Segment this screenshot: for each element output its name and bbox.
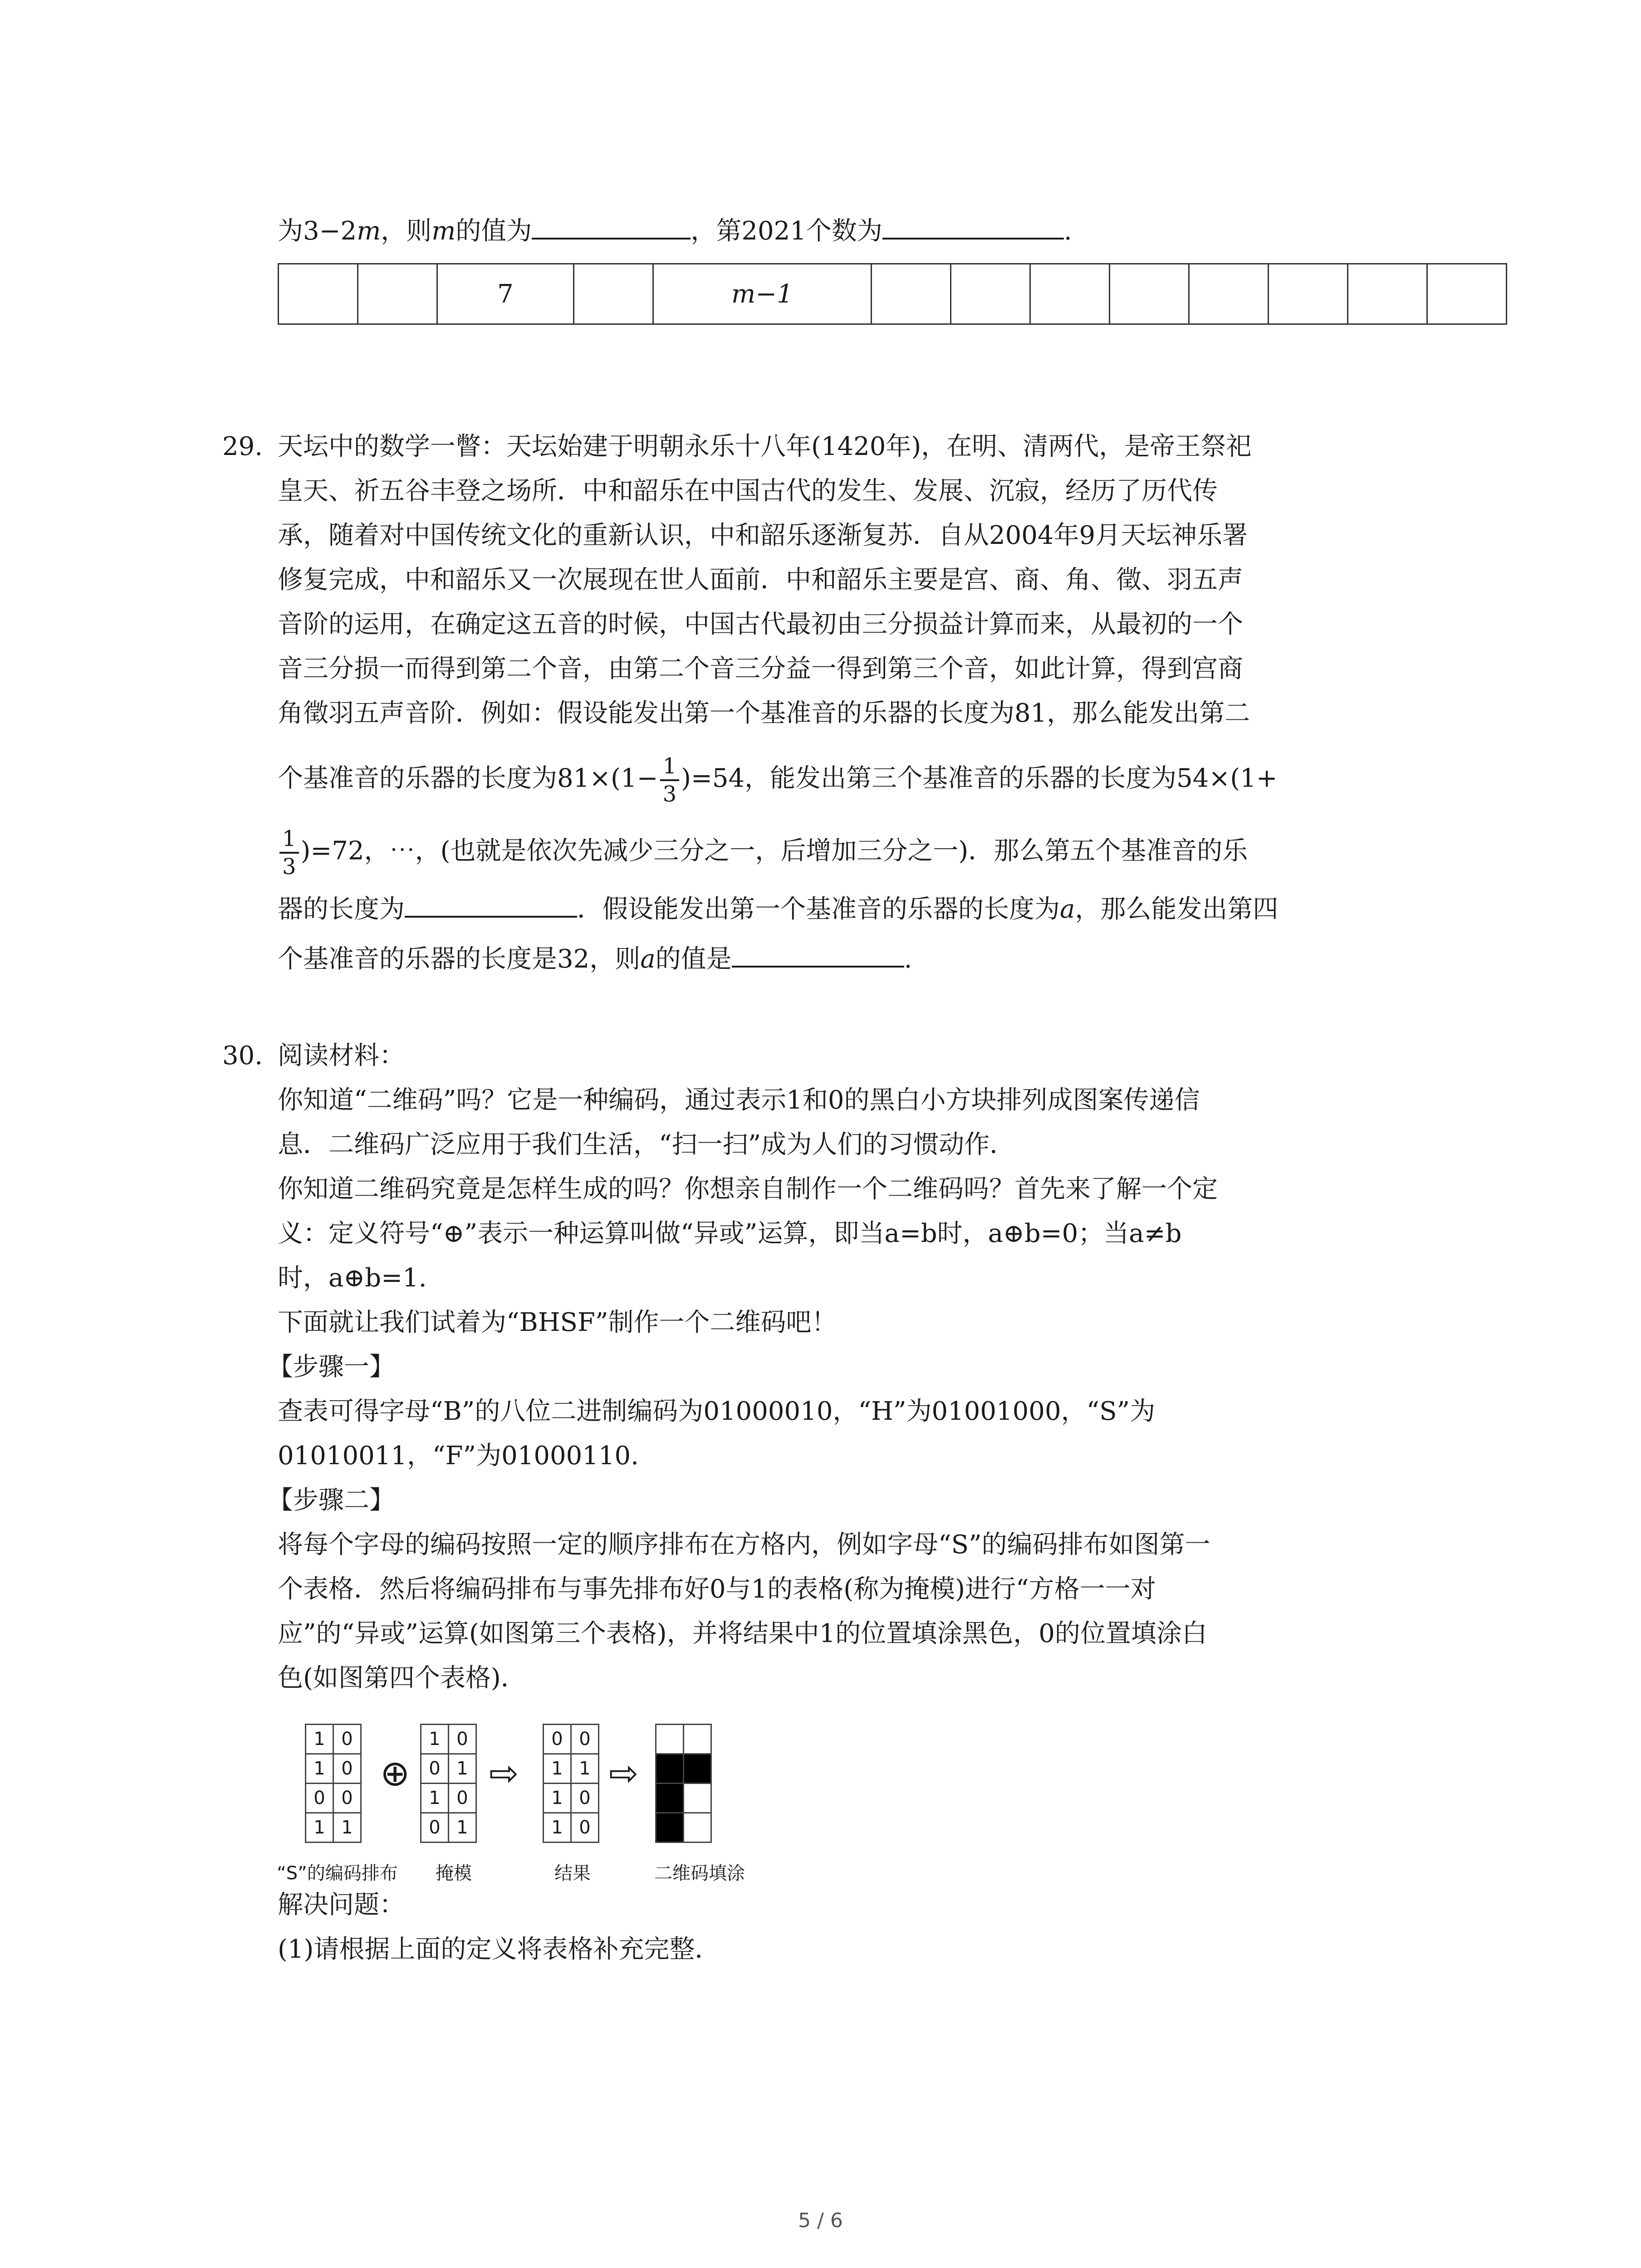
- q30-title: 阅读材料：: [278, 1041, 405, 1070]
- grid-cell: 0: [449, 1784, 476, 1813]
- q28-text: ，则: [381, 216, 432, 246]
- q28-text: .: [1063, 216, 1072, 246]
- grid-cell: 1: [306, 1725, 333, 1754]
- sequence-cell[interactable]: [1030, 264, 1110, 324]
- q29-text: )=54，能发出第三个基准音的乐器的长度为54×(1+: [681, 763, 1278, 793]
- q30-line: 色(如图第四个表格)．: [278, 1663, 526, 1693]
- grid-cell: [656, 1754, 684, 1784]
- grid-cell: 0: [571, 1813, 599, 1843]
- grid-cell: 0: [333, 1754, 361, 1784]
- q28-line: [278, 213, 1072, 249]
- q28-var: m: [357, 216, 381, 246]
- grid-cell: 0: [421, 1813, 449, 1843]
- grid-cell: 1: [306, 1754, 333, 1784]
- grid-cell: 1: [449, 1754, 476, 1784]
- mask-grid: [420, 1724, 477, 1843]
- step-heading: 【步骤二】: [268, 1486, 395, 1515]
- q29-text: 个基准音的乐器的长度为81×(1−: [278, 763, 658, 793]
- sequence-cell[interactable]: [574, 264, 653, 324]
- q29-line: 音阶的运用，在确定这五音的时候，中国古代最初由三分损益计算而来，从最初的一个: [278, 610, 1243, 639]
- q30-line: 个表格．然后将编码排布与事先排布好0与1的表格(称为掩模)进行“方格一一对: [278, 1574, 1156, 1604]
- q30-line: 01010011，“F”为01000110.: [278, 1441, 639, 1471]
- grid-cell: 0: [449, 1725, 476, 1754]
- q29-line: [278, 826, 1248, 880]
- grid-cell: [684, 1784, 711, 1813]
- q29-text: 的值是: [655, 944, 732, 974]
- q29-line: 皇天、祈五谷丰登之场所．中和韶乐在中国古代的发生、发展、沉寂，经历了历代传: [278, 476, 1218, 506]
- grid-cell: 0: [306, 1784, 333, 1813]
- grid-cell: 0: [333, 1784, 361, 1813]
- sequence-cell[interactable]: [872, 264, 951, 324]
- fraction-numerator: 1: [279, 826, 299, 854]
- grid-cell: 1: [449, 1813, 476, 1843]
- q30-line: 将每个字母的编码按照一定的顺序排布在方格内，例如字母“S”的编码排布如图第一: [278, 1530, 1210, 1559]
- sequence-cell: 7: [437, 264, 574, 324]
- fraction: [660, 753, 680, 807]
- q29-line: [278, 753, 1278, 807]
- q30-line: 查表可得字母“B”的八位二进制编码为01000010，“H”为01001000，“S”为: [278, 1397, 1156, 1426]
- question-number: 30.: [222, 1041, 263, 1070]
- grid-cell: [656, 1813, 684, 1843]
- grid-cell: 1: [544, 1754, 571, 1784]
- q28-var: m: [431, 216, 456, 246]
- q28-text: ，第2021个数为: [691, 216, 882, 246]
- q29-var: a: [1060, 894, 1075, 924]
- grid-cell: 1: [571, 1754, 599, 1784]
- sequence-cell[interactable]: [1269, 264, 1348, 324]
- qr-fill-grid: [655, 1724, 712, 1843]
- q29-text: ，那么能发出第四: [1075, 894, 1279, 924]
- q30-line: 下面就让我们试着为“BHSF”制作一个二维码吧！: [278, 1308, 837, 1337]
- q29-text: )=72，⋯，(也就是依次先减少三分之一，后增加三分之一)．那么第五个基准音的乐: [300, 836, 1248, 866]
- sequence-table: [278, 263, 1507, 325]
- q29-line: 天坛中的数学一瞥：天坛始建于明朝永乐十八年(1420年)，在明、清两代，是帝王祭祀: [278, 432, 1252, 461]
- grid-cell: [684, 1725, 711, 1754]
- answer-blank[interactable]: [405, 892, 577, 918]
- sequence-cell: m−1: [653, 264, 872, 324]
- q30-line: 你知道二维码究竟是怎样生成的吗？你想亲自制作一个二维码吗？首先来了解一个定: [278, 1174, 1218, 1204]
- caption-result: 结果: [554, 1863, 591, 1884]
- q29-line: 修复完成，中和韶乐又一次展现在世人面前．中和韶乐主要是宫、商、角、徵、羽五声: [278, 565, 1243, 595]
- grid-cell: 1: [306, 1813, 333, 1843]
- fraction-numerator: 1: [660, 753, 680, 781]
- q29-line: 承，随着对中国传统文化的重新认识，中和韶乐逐渐复苏．自从2004年9月天坛神乐署: [278, 521, 1248, 550]
- fraction-denominator: 3: [662, 782, 677, 807]
- q29-text: 器的长度为: [278, 894, 405, 924]
- grid-cell: [656, 1784, 684, 1813]
- q28-text: 的值为: [456, 216, 532, 246]
- q29-line: 音三分损一而得到第二个音，由第二个音三分益一得到第三个音，如此计算，得到宫商: [278, 654, 1243, 684]
- caption-mask: 掩模: [436, 1863, 472, 1884]
- grid-cell: [684, 1754, 711, 1784]
- sequence-cell[interactable]: [358, 264, 437, 324]
- arrow-icon: ⇨: [609, 1753, 639, 1794]
- sequence-cell[interactable]: [1110, 264, 1189, 324]
- q30-line: 应”的“异或”运算(如图第三个表格)，并将结果中1的位置填涂黑色，0的位置填涂白: [278, 1619, 1207, 1648]
- grid-cell: 1: [544, 1813, 571, 1843]
- fraction: [279, 826, 299, 880]
- grid-cell: 1: [333, 1813, 361, 1843]
- s-encoding-grid: [305, 1724, 362, 1843]
- result-grid: [543, 1724, 599, 1843]
- question-number: 29.: [222, 432, 263, 461]
- q28-text: 为3−2: [278, 216, 357, 246]
- grid-cell: [684, 1813, 711, 1843]
- answer-blank[interactable]: [882, 214, 1064, 240]
- sequence-cell[interactable]: [1427, 264, 1507, 324]
- q30-line: 义：定义符号“⊕”表示一种运算叫做“异或”运算，即当a=b时，a⊕b=0；当a≠b: [278, 1219, 1182, 1248]
- answer-blank[interactable]: [732, 942, 904, 968]
- q29-var: a: [640, 944, 656, 974]
- grid-cell: 0: [333, 1725, 361, 1754]
- caption-qr-fill: 二维码填涂: [654, 1863, 745, 1884]
- arrow-icon: ⇨: [489, 1753, 519, 1794]
- q30-line: 你知道“二维码”吗？它是一种编码，通过表示1和0的黑白小方块排列成图案传递信: [278, 1085, 1200, 1115]
- q29-line: 角徵羽五声音阶．例如：假设能发出第一个基准音的乐器的长度为81，那么能发出第二: [278, 699, 1250, 728]
- fraction-denominator: 3: [282, 854, 296, 880]
- q29-line: [278, 891, 1278, 928]
- sequence-cell[interactable]: [951, 264, 1030, 324]
- sequence-cell[interactable]: [1348, 264, 1427, 324]
- q30-line: 解决问题：: [278, 1890, 405, 1920]
- page-number: 5 / 6: [798, 2209, 843, 2232]
- sequence-cell[interactable]: [1189, 264, 1269, 324]
- grid-cell: 0: [571, 1725, 599, 1754]
- answer-blank[interactable]: [532, 214, 691, 240]
- sequence-cell[interactable]: [279, 264, 358, 324]
- q29-text: .: [904, 944, 912, 974]
- grid-cell: 1: [544, 1784, 571, 1813]
- q30-line: 时，a⊕b=1.: [278, 1263, 427, 1293]
- q29-text: 个基准音的乐器的长度是32，则: [278, 944, 641, 974]
- grid-cell: 0: [544, 1725, 571, 1754]
- grid-cell: 1: [421, 1784, 449, 1813]
- q29-line: [278, 941, 912, 978]
- grid-cell: [656, 1725, 684, 1754]
- q29-text: ．假设能发出第一个基准音的乐器的长度为: [577, 894, 1060, 924]
- caption-s-encoding: “S”的编码排布: [277, 1863, 398, 1884]
- xor-symbol: ⊕: [380, 1753, 410, 1794]
- grid-cell: 1: [421, 1725, 449, 1754]
- q30-line: 息．二维码广泛应用于我们生活，“扫一扫”成为人们的习惯动作．: [278, 1130, 1015, 1159]
- grid-cell: 0: [421, 1754, 449, 1784]
- step-heading: 【步骤一】: [268, 1352, 395, 1382]
- q30-task: (1)请根据上面的定义将表格补充完整．: [278, 1935, 720, 1964]
- grid-cell: 0: [571, 1784, 599, 1813]
